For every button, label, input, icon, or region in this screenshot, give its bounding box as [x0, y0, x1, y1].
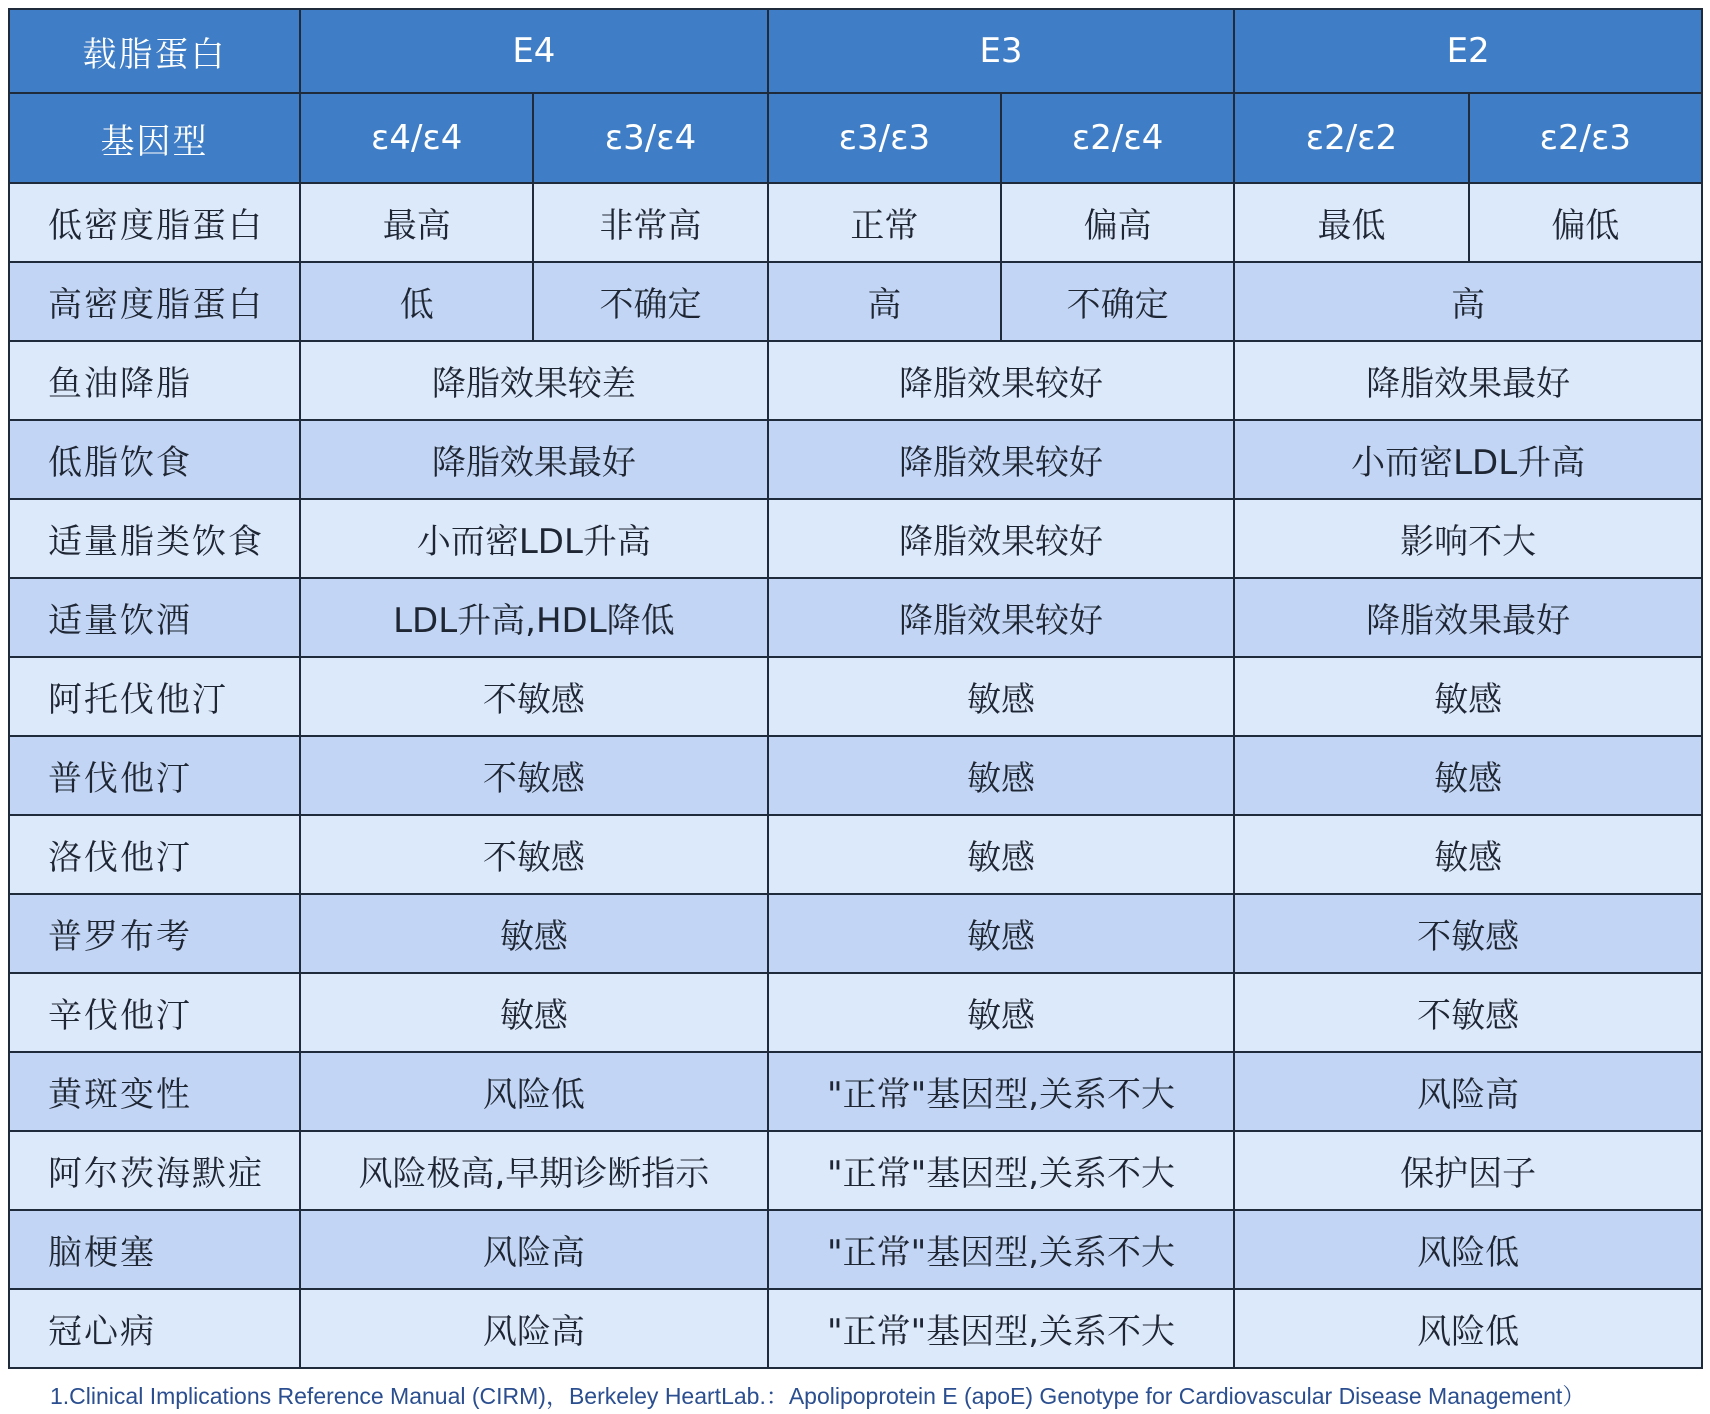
table-cell: 不敏感	[300, 815, 768, 894]
row-label: 适量脂类饮食	[9, 499, 300, 578]
table-cell: 风险低	[1234, 1210, 1702, 1289]
genotype-e3e4: ε3/ε4	[533, 93, 767, 183]
table-cell: 敏感	[768, 815, 1235, 894]
table-cell: 正常	[768, 183, 1001, 262]
row-label: 高密度脂蛋白	[9, 262, 300, 341]
table-cell: 降脂效果最好	[1234, 578, 1702, 657]
table-cell: LDL升高,HDL降低	[300, 578, 768, 657]
table-cell: 敏感	[768, 657, 1235, 736]
table-cell: 不敏感	[300, 736, 768, 815]
table-cell: 偏高	[1001, 183, 1234, 262]
table-cell: 敏感	[1234, 657, 1702, 736]
table-cell: 风险低	[1234, 1289, 1702, 1368]
table-cell: "正常"基因型,关系不大	[768, 1052, 1235, 1131]
table-cell: 降脂效果较好	[768, 578, 1235, 657]
table-cell: 保护因子	[1234, 1131, 1702, 1210]
genotype-e2e2: ε2/ε2	[1234, 93, 1468, 183]
table-row-ldl	[9, 183, 1702, 262]
table-cell: 敏感	[768, 973, 1235, 1052]
table-cell: 风险高	[300, 1210, 768, 1289]
table-cell: 风险高	[1234, 1052, 1702, 1131]
header-row-genotype	[9, 93, 1702, 183]
table-cell: 敏感	[768, 894, 1235, 973]
table-cell: 敏感	[768, 736, 1235, 815]
table-cell: 不确定	[1001, 262, 1234, 341]
row-label: 脑梗塞	[9, 1210, 300, 1289]
table-cell: 敏感	[1234, 815, 1702, 894]
table-cell: 不敏感	[1234, 894, 1702, 973]
table-row-cerebral-infarction	[9, 1210, 1702, 1289]
table-row-atorvastatin	[9, 657, 1702, 736]
table-cell: 风险高	[300, 1289, 768, 1368]
table-cell: 敏感	[300, 973, 768, 1052]
table-row-hdl	[9, 262, 1702, 341]
apolipoprotein-header: 载脂蛋白	[9, 9, 300, 93]
genotype-e3e3: ε3/ε3	[768, 93, 1001, 183]
table-row-coronary-heart-disease	[9, 1289, 1702, 1368]
table-cell: 不敏感	[300, 657, 768, 736]
table-cell: 小而密LDL升高	[1234, 420, 1702, 499]
row-label: 适量饮酒	[9, 578, 300, 657]
table-cell: 降脂效果较好	[768, 341, 1235, 420]
table-cell: 低	[300, 262, 533, 341]
genotype-e2e4: ε2/ε4	[1001, 93, 1234, 183]
table-row-macular-degeneration	[9, 1052, 1702, 1131]
group-e2-header: E2	[1234, 9, 1702, 93]
table-cell: 敏感	[1234, 736, 1702, 815]
table-cell: 降脂效果较好	[768, 499, 1235, 578]
table-row-lovastatin	[9, 815, 1702, 894]
table-cell: 影响不大	[1234, 499, 1702, 578]
row-label: 低密度脂蛋白	[9, 183, 300, 262]
table-cell: 偏低	[1469, 183, 1702, 262]
row-label: 普罗布考	[9, 894, 300, 973]
row-label: 阿尔茨海默症	[9, 1131, 300, 1210]
table-row-moderate-drinking	[9, 578, 1702, 657]
table-cell: 高	[1234, 262, 1702, 341]
table-row-fish-oil	[9, 341, 1702, 420]
table-cell: "正常"基因型,关系不大	[768, 1131, 1235, 1210]
table-row-alzheimers	[9, 1131, 1702, 1210]
row-label: 低脂饮食	[9, 420, 300, 499]
row-label: 冠心病	[9, 1289, 300, 1368]
genotype-e4e4: ε4/ε4	[300, 93, 533, 183]
row-label: 普伐他汀	[9, 736, 300, 815]
genotype-header: 基因型	[9, 93, 300, 183]
table-cell: 敏感	[300, 894, 768, 973]
table-cell: 风险低	[300, 1052, 768, 1131]
row-label: 洛伐他汀	[9, 815, 300, 894]
row-label: 黄斑变性	[9, 1052, 300, 1131]
table-row-pravastatin	[9, 736, 1702, 815]
table-cell: 小而密LDL升高	[300, 499, 768, 578]
row-label: 阿托伐他汀	[9, 657, 300, 736]
group-e3-header: E3	[768, 9, 1235, 93]
header-row-apolipoprotein	[9, 9, 1702, 93]
table-row-moderate-fat-diet	[9, 499, 1702, 578]
table-cell: 不敏感	[1234, 973, 1702, 1052]
table-cell: 不确定	[533, 262, 767, 341]
row-label: 辛伐他汀	[9, 973, 300, 1052]
table-row-simvastatin	[9, 973, 1702, 1052]
table-cell: 降脂效果最好	[1234, 341, 1702, 420]
reference-footnote: 1.Clinical Implications Reference Manual (CIRM)，Berkeley HeartLab.：Apolipoprotein E (apoE) Genotype for Cardiovascular Disease Management）	[50, 1383, 1586, 1409]
group-e4-header: E4	[300, 9, 768, 93]
table-cell: "正常"基因型,关系不大	[768, 1210, 1235, 1289]
table-cell: 最高	[300, 183, 533, 262]
table-cell: 非常高	[533, 183, 767, 262]
table-cell: 降脂效果较好	[768, 420, 1235, 499]
table-row-probucol	[9, 894, 1702, 973]
table-cell: 高	[768, 262, 1001, 341]
row-label: 鱼油降脂	[9, 341, 300, 420]
genotype-e2e3: ε2/ε3	[1469, 93, 1702, 183]
table-cell: 最低	[1234, 183, 1468, 262]
apoe-genotype-table	[8, 8, 1703, 1369]
table-cell: "正常"基因型,关系不大	[768, 1289, 1235, 1368]
table-cell: 风险极高,早期诊断指示	[300, 1131, 768, 1210]
table-cell: 降脂效果最好	[300, 420, 768, 499]
table-row-low-fat-diet	[9, 420, 1702, 499]
table-cell: 降脂效果较差	[300, 341, 768, 420]
